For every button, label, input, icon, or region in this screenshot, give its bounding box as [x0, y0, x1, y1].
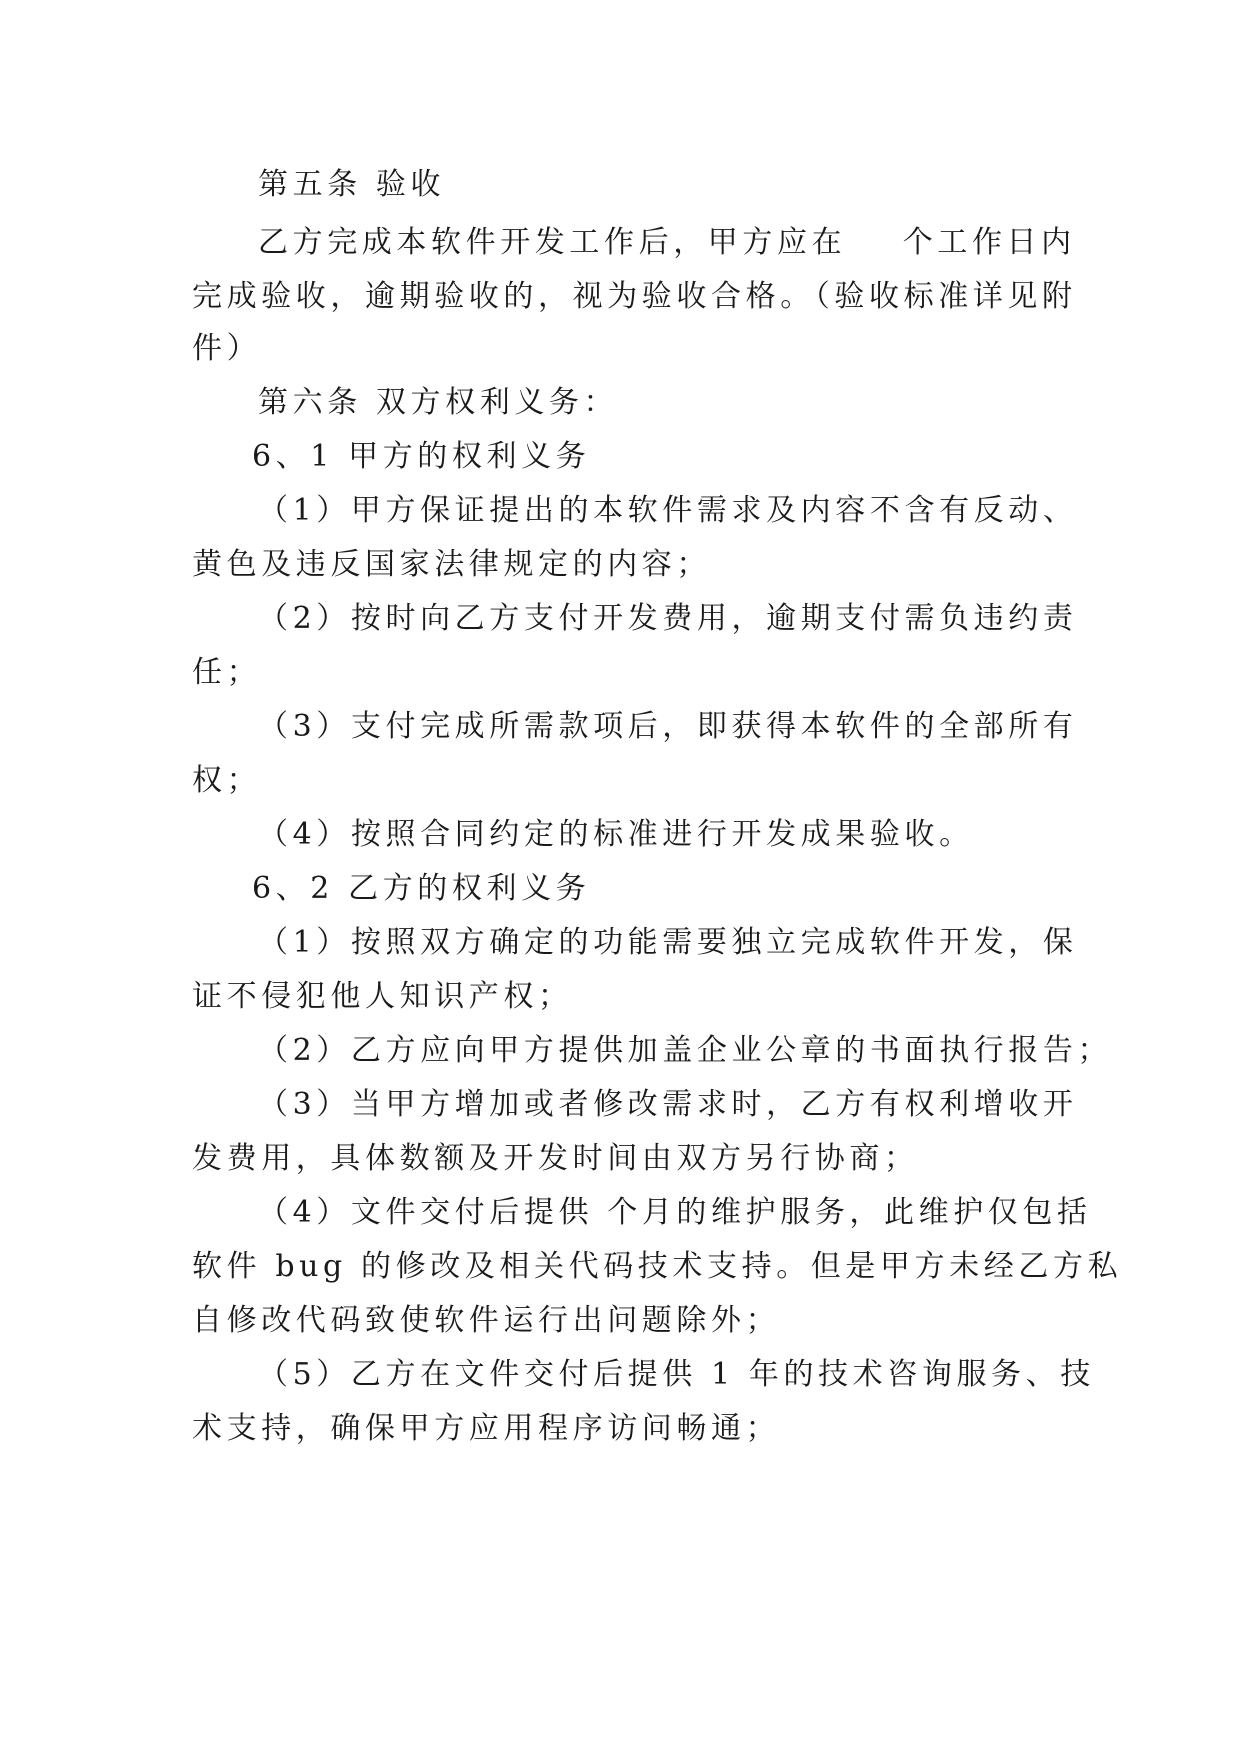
clause-6-2-4-line-2: 软件 bug 的修改及相关代码技术支持。但是甲方未经乙方私	[192, 1249, 1123, 1284]
section-6-2-heading: 6、2 乙方的权利义务	[252, 871, 591, 906]
clause-6-2-3-line-2: 发费用，具体数额及开发时间由双方另行协商；	[192, 1141, 919, 1176]
article-5-paragraph-line-2: 完成验收，逾期验收的，视为验收合格。（验收标准详见附	[192, 279, 1077, 314]
clause-6-2-1-line-2: 证不侵犯他人知识产权；	[192, 979, 573, 1014]
article-5-paragraph-line-3: 件）	[192, 331, 262, 366]
clause-6-1-3-line-1: （3）支付完成所需款项后，即获得本软件的全部所有	[258, 709, 1078, 744]
clause-6-2-4-line-3: 自修改代码致使软件运行出问题除外；	[192, 1303, 781, 1338]
clause-6-2-5-line-2: 术支持，确保甲方应用程序访问畅通；	[192, 1411, 781, 1446]
clause-6-1-4-line-1: （4）按照合同约定的标准进行开发成果验收。	[258, 817, 974, 852]
clause-6-1-2-line-2: 任；	[192, 655, 262, 690]
clause-6-1-2-line-1: （2）按时向乙方支付开发费用，逾期支付需负违约责	[258, 601, 1078, 636]
clause-6-1-1-line-2: 黄色及违反国家法律规定的内容；	[192, 547, 711, 582]
clause-6-2-3-line-1: （3）当甲方增加或者修改需求时，乙方有权利增收开	[258, 1087, 1078, 1122]
clause-6-1-3-line-2: 权；	[192, 763, 262, 798]
clause-6-2-5-line-1: （5）乙方在文件交付后提供 1 年的技术咨询服务、技	[258, 1357, 1095, 1392]
clause-6-1-1-line-1: （1）甲方保证提出的本软件需求及内容不含有反动、	[258, 493, 1078, 528]
clause-6-2-4-line-1: （4）文件交付后提供 个月的维护服务，此维护仅包括	[258, 1195, 1092, 1230]
article-6-heading: 第六条 双方权利义务：	[258, 385, 619, 420]
clause-6-2-2-line-1: （2）乙方应向甲方提供加盖企业公章的书面执行报告；	[258, 1033, 1113, 1068]
clause-6-2-1-line-1: （1）按照双方确定的功能需要独立完成软件开发，保	[258, 925, 1078, 960]
section-6-1-heading: 6、1 甲方的权利义务	[252, 439, 591, 474]
article-5-heading: 第五条 验收	[258, 167, 446, 202]
article-5-paragraph-line-1: 乙方完成本软件开发工作后，甲方应在 个工作日内	[258, 225, 1076, 260]
